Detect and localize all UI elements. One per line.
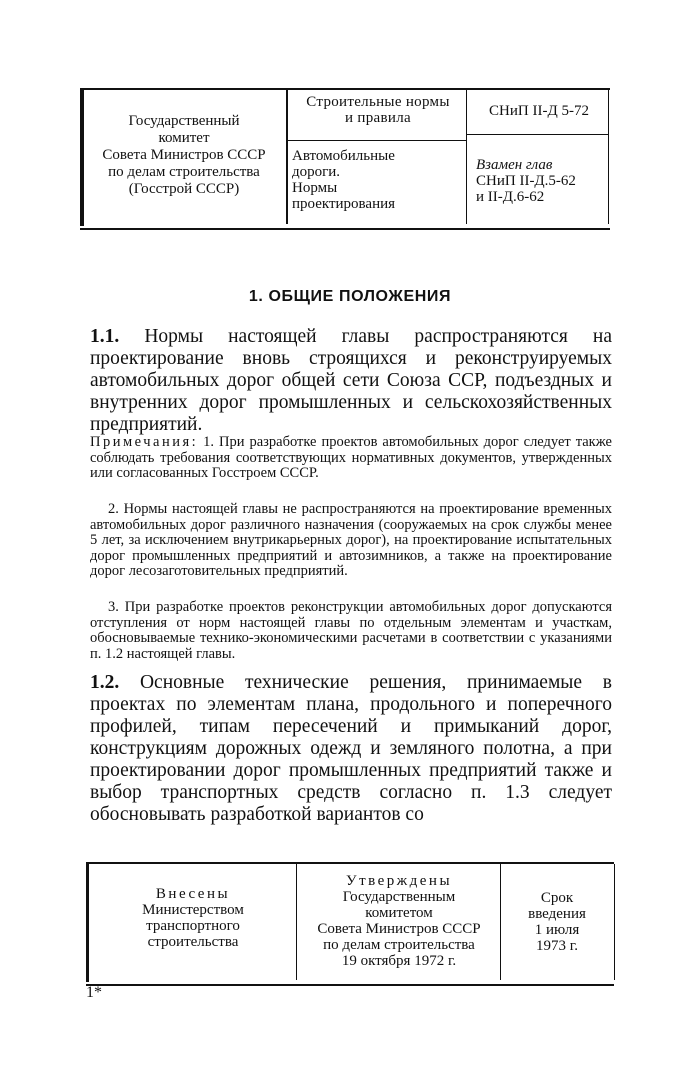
footer-divider: [500, 864, 501, 980]
effective-date: Срок введения 1 июля 1973 г.: [528, 890, 586, 954]
note-1: [90, 435, 612, 482]
replaces-info: Взамен глав СНиП II-Д.5-62 и II-Д.6-62: [476, 157, 576, 205]
paragraph-1-1: [90, 326, 612, 436]
paragraph-number: 1.1.: [90, 326, 120, 347]
approved-by: Утверждены Государственным комитетом Совета Министров СССР по делам строительства 19 октября 1972 г.: [317, 873, 481, 969]
document-code: СНиП II-Д 5-72: [489, 103, 589, 119]
paragraph-text: Нормы настоящей главы распространяются на проектирование вновь строящихся и реконструируемых автомобильных дорог общей сети Союза ССР, подъездных и внутренних дорог промышленных и сельскохозяйственных предприятий.: [90, 326, 612, 435]
paragraph-number: 1.2.: [90, 672, 120, 693]
footer-divider: [296, 864, 297, 980]
paragraph-text: Основные технические решения, принимаемые в проектах по элементам плана, продольного и поперечного профилей, типам пересечений и примыканий дорог, конструкциям дорожных одежд и земляного полотна, а при проектировании дорог промышленных предприятий также и выбор транспортных средств согласно п. 1.3 следует обосновывать разработкой вариантов со: [90, 672, 612, 825]
paragraph-1-2: [90, 672, 612, 826]
note-3: 3. При разработке проектов реконструкции автомобильных дорог допускаются отступления от норм настоящей главы по отдельным элементам и участкам, обосновываемые технико-экономическими расчетами в соответствии с указаниями п. 1.2 настоящей главы.: [90, 599, 612, 662]
section-title: 1. ОБЩИЕ ПОЛОЖЕНИЯ: [248, 288, 452, 305]
document-type: Строительные нормы и правила: [306, 94, 450, 126]
document-subject: Автомобильные дороги. Нормы проектирования: [292, 148, 396, 212]
header-divider: [608, 90, 609, 224]
submitted-by: Внесены Министерством транспортного строительства: [142, 886, 244, 950]
header-divider: [466, 90, 467, 224]
notes-label: Примечания:: [90, 434, 199, 450]
header-divider: [286, 90, 288, 224]
footer-divider: [614, 864, 615, 980]
issuing-organization: Государственный комитет Совета Министров СССР по делам строительства (Госстрой СССР): [102, 113, 266, 197]
note-2: 2. Нормы настоящей главы не распространяются на проектирование временных автомобильных дорог различного назначения (сооружаемых на срок службы менее 5 лет, за исключением внутрикарьерных дорог), на проектирование испытательных дорог промышленных предприятий и автозимников, а также на проектирование дорог лесозаготовительных предприятий.: [90, 501, 612, 580]
signature-mark: 1*: [86, 984, 102, 1001]
note-text: 1. При разработке проектов автомобильных дорог следует также соблюдать требования соответствующих нормативных документов, утвержденных или согласованных Госстроем СССР.: [90, 434, 612, 482]
header-divider: [467, 134, 609, 135]
footer-left-border: [86, 862, 89, 982]
header-divider: [287, 140, 467, 141]
